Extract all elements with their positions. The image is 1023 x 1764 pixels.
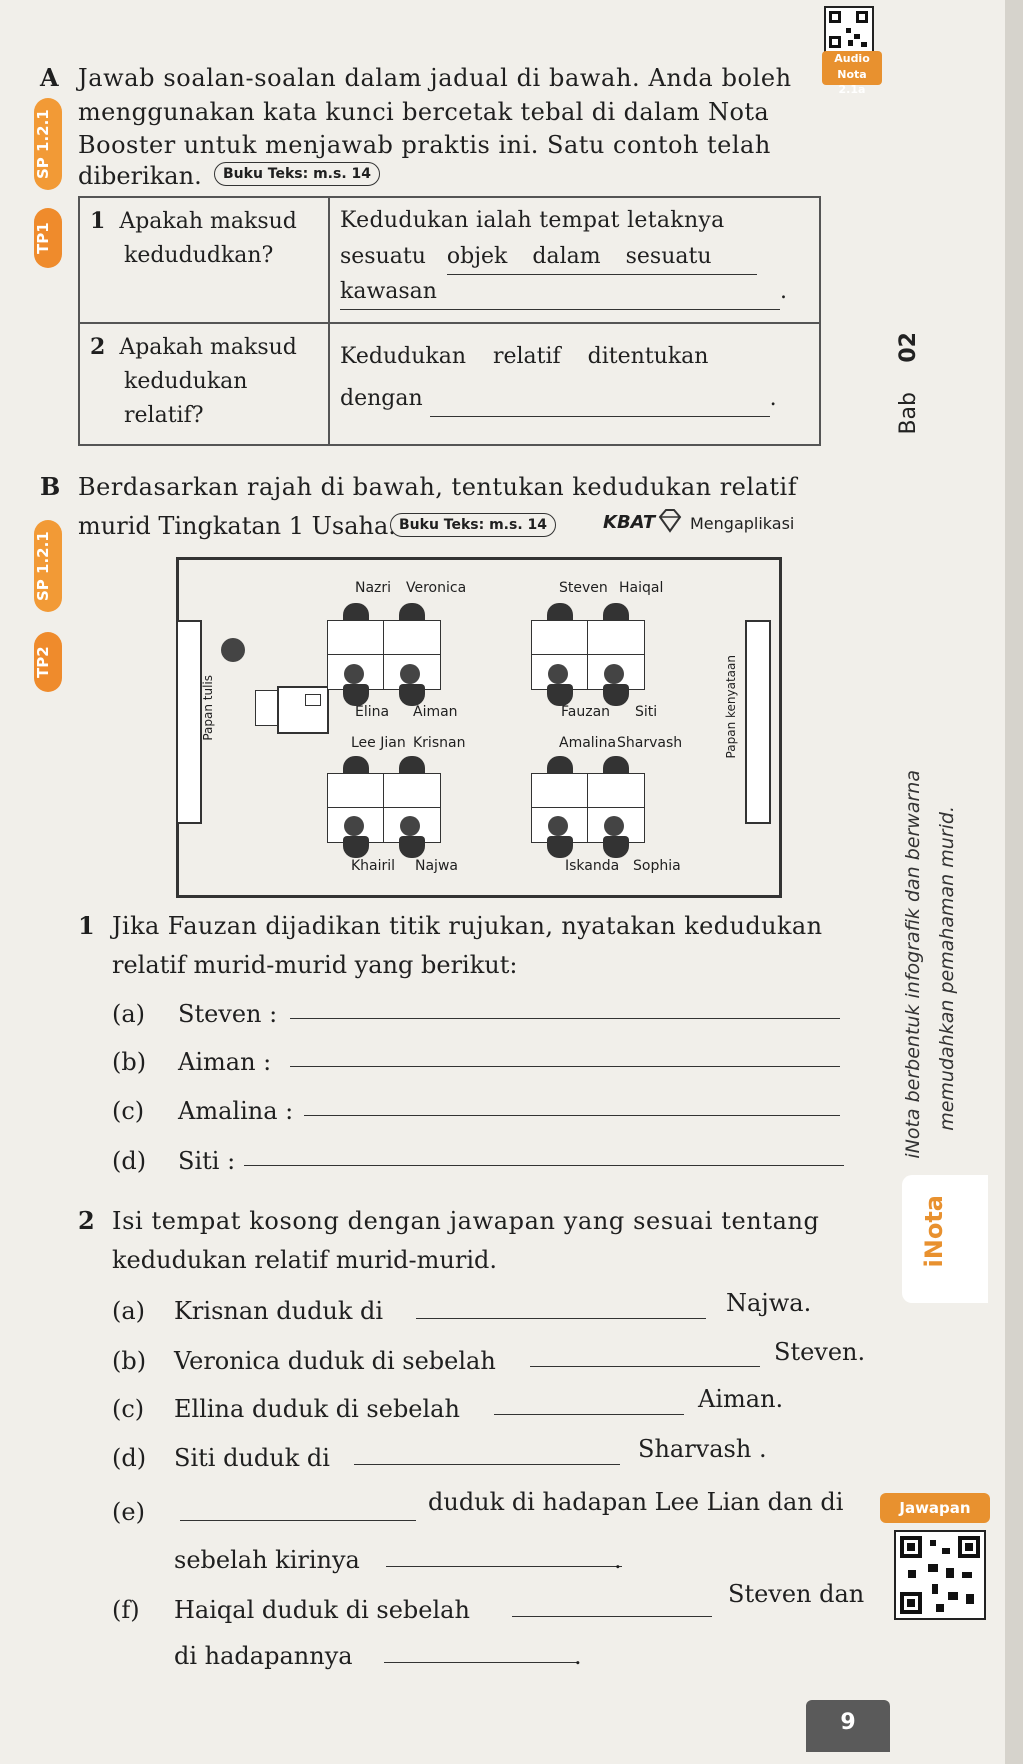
inota-caption-line2: memudahkan pemahaman murid. [936, 806, 958, 1131]
q2e-dot: . [614, 1546, 622, 1574]
section-a-ref-label: Buku Teks: m.s. 14 [214, 162, 380, 186]
q1b-name: Aiman : [178, 1048, 272, 1076]
q2d-text: Siti duduk di [174, 1444, 330, 1472]
q1b-label: (b) [112, 1048, 147, 1076]
q2a-answer-blank[interactable] [416, 1318, 706, 1319]
question-cell [79, 323, 329, 445]
answer-qr-code[interactable] [894, 1530, 986, 1620]
student-najwa: Najwa [415, 858, 458, 874]
q2f-after: Steven dan [728, 1580, 865, 1608]
chair [343, 684, 369, 706]
question-text: kedududkan? [124, 243, 274, 268]
q2a-label: (a) [112, 1297, 146, 1325]
q2b-answer-blank[interactable] [530, 1366, 760, 1367]
question-number: 2 [90, 334, 106, 360]
desk [327, 773, 385, 809]
section-a-line2: menggunakan kata kunci bercetak tebal di dalam Nota [78, 98, 770, 126]
q2a-after: Najwa. [726, 1289, 812, 1317]
desk [383, 620, 441, 656]
q2c-answer-blank[interactable] [494, 1414, 684, 1415]
answer-text: dengan [340, 386, 423, 411]
kbat-label: KBAT [603, 512, 656, 533]
section-a-line1: Jawab soalan-soalan dalam jadual di bawah. Anda boleh [78, 64, 792, 92]
table-row [79, 197, 820, 323]
teacher-head [221, 638, 245, 662]
chair [399, 836, 425, 858]
student-head [604, 816, 624, 836]
student-head [344, 664, 364, 684]
answer-filled: objek dalam sesuatu [447, 240, 757, 275]
chair [547, 684, 573, 706]
q2f-dot: . [574, 1642, 582, 1670]
q1a-label: (a) [112, 1000, 146, 1028]
section-a-table [78, 196, 821, 446]
q2e-after: duduk di hadapan Lee Lian dan di [428, 1488, 844, 1516]
inota-caption-line1: iNota berbentuk infografik dan berwarna [902, 770, 924, 1159]
student-siti: Siti [635, 704, 658, 720]
student-head [548, 816, 568, 836]
q2e2-answer-blank[interactable] [386, 1566, 622, 1567]
chair [603, 684, 629, 706]
student-fauzan: Fauzan [561, 704, 611, 720]
section-b-letter: B [40, 472, 61, 501]
desk [383, 773, 441, 809]
q2c-text: Ellina duduk di sebelah [174, 1395, 460, 1423]
q2a-text: Krisnan duduk di [174, 1297, 384, 1325]
desk [531, 620, 589, 656]
q1d-label: (d) [112, 1147, 147, 1175]
chair [547, 836, 573, 858]
q2d-label: (d) [112, 1444, 147, 1472]
answer-cell [329, 197, 820, 323]
section-a-sp-tag: SP 1.2.1 [34, 98, 62, 190]
q2f-answer-blank[interactable] [512, 1616, 712, 1617]
noticeboard-label: Papan kenyataan [724, 655, 738, 759]
q2e-line2: sebelah kirinya [174, 1546, 360, 1574]
chair [603, 836, 629, 858]
section-a-textbook-ref [214, 162, 380, 186]
student-aiman: Aiman [413, 704, 458, 720]
answer-line: dengan . [340, 374, 809, 417]
q1a-name: Steven : [178, 1000, 278, 1028]
q2d-answer-blank[interactable] [354, 1464, 620, 1465]
q2e-answer-blank[interactable] [180, 1520, 416, 1521]
question-text: Apakah maksud [119, 209, 297, 234]
teacher-table [277, 686, 329, 734]
student-amalina: Amalina [559, 735, 617, 751]
q2f-label: (f) [112, 1596, 140, 1624]
whiteboard [176, 620, 202, 824]
student-sharvash: Sharvash [617, 735, 683, 751]
section-a-line3: Booster untuk menjawab praktis ini. Satu contoh telah [78, 131, 771, 159]
desk [587, 773, 645, 809]
answer-line: kawasan . [340, 275, 809, 310]
q2f2-answer-blank[interactable] [384, 1662, 578, 1663]
audio-nota-code: 2.1a [838, 83, 866, 96]
student-head [400, 664, 420, 684]
q1a-answer-blank[interactable] [290, 1018, 840, 1019]
section-b-tp-tag: TP2 [34, 632, 62, 692]
q2-line2: kedudukan relatif murid-murid. [112, 1246, 498, 1274]
answer-blank[interactable] [430, 382, 770, 417]
question-number: 1 [90, 208, 106, 234]
whiteboard-label: Papan tulis [201, 675, 215, 741]
teacher-monitor [305, 694, 321, 706]
student-steven: Steven [559, 580, 608, 596]
inota-brand: iNota [920, 1195, 948, 1268]
q2e-label: (e) [112, 1498, 145, 1526]
question-text: kedudukan [124, 369, 248, 394]
question-text: Apakah maksud [119, 335, 297, 360]
section-a-tp-tag: TP1 [34, 208, 62, 268]
q1b-answer-blank[interactable] [290, 1066, 840, 1067]
section-b-sp-tag: SP 1.2.1 [34, 520, 62, 612]
answer-text: Kedudukan ialah tempat letaknya [340, 208, 725, 233]
student-iskanda: Iskanda [565, 858, 620, 874]
q2f-text: Haiqal duduk di sebelah [174, 1596, 470, 1624]
chapter-label: Bab [896, 392, 921, 435]
diamond-icon [656, 505, 684, 535]
q2d-after: Sharvash . [638, 1435, 767, 1463]
answer-cell [329, 323, 820, 445]
section-b-line2: murid Tingkatan 1 Usaha. [78, 512, 396, 540]
q2b-after: Steven. [774, 1338, 866, 1366]
jawapan-badge: Jawapan [880, 1493, 990, 1523]
student-nazri: Nazri [355, 580, 392, 596]
student-head [400, 816, 420, 836]
q2c-after: Aiman. [698, 1385, 784, 1413]
q1-number: 1 [78, 911, 95, 940]
student-leejian: Lee Jian [351, 735, 406, 751]
desk [587, 620, 645, 656]
section-a-line4: diberikan. [78, 162, 202, 190]
classroom-diagram [176, 557, 782, 898]
q1-line2: relatif murid-murid yang berikut: [112, 951, 518, 979]
student-head [344, 816, 364, 836]
q2c-label: (c) [112, 1395, 145, 1423]
apply-label: Mengaplikasi [690, 514, 795, 533]
student-krisnan: Krisnan [413, 735, 466, 751]
q2f-line2: di hadapannya [174, 1642, 353, 1670]
noticeboard [745, 620, 771, 824]
qr-icon [826, 8, 872, 52]
q1-line1: Jika Fauzan dijadikan titik rujukan, nyatakan kedudukan [112, 912, 823, 940]
q1c-name: Amalina : [178, 1097, 294, 1125]
q1d-name: Siti : [178, 1147, 236, 1175]
student-sophia: Sophia [633, 858, 681, 874]
q2b-text: Veronica duduk di sebelah [174, 1347, 496, 1375]
answer-line [340, 238, 809, 275]
chapter-number: 02 [896, 332, 921, 363]
student-head [604, 664, 624, 684]
page-number: 9 [840, 1710, 856, 1735]
table-row [79, 323, 820, 445]
student-elina: Elina [355, 704, 390, 720]
q1c-label: (c) [112, 1097, 145, 1125]
answer-text: sesuatu [340, 244, 426, 269]
student-head [548, 664, 568, 684]
student-veronica: Veronica [406, 580, 467, 596]
chair [343, 836, 369, 858]
section-b-textbook-ref [390, 513, 556, 537]
q2-line1: Isi tempat kosong dengan jawapan yang sesuai tentang [112, 1207, 820, 1235]
chair [399, 684, 425, 706]
question-text: relatif? [124, 403, 204, 428]
student-haiqal: Haiqal [619, 580, 664, 596]
desk [327, 620, 385, 656]
desk [531, 773, 589, 809]
section-b-ref-label: Buku Teks: m.s. 14 [390, 513, 556, 537]
q2-number: 2 [78, 1206, 95, 1235]
q1c-answer-blank[interactable] [304, 1115, 840, 1116]
student-khairil: Khairil [351, 858, 396, 874]
qr-icon [896, 1532, 984, 1618]
audio-nota-badge[interactable] [822, 51, 882, 96]
section-a-letter: A [40, 63, 59, 92]
answer-filled: kawasan [340, 275, 780, 310]
q1d-answer-blank[interactable] [244, 1165, 844, 1166]
question-cell [79, 197, 329, 323]
q2b-label: (b) [112, 1347, 147, 1375]
audio-qr-code[interactable] [824, 6, 874, 54]
audio-nota-label: Audio Nota [834, 52, 870, 81]
answer-text: Kedudukan relatif ditentukan [340, 344, 709, 369]
section-b-line1: Berdasarkan rajah di bawah, tentukan kedudukan relatif [78, 473, 798, 501]
